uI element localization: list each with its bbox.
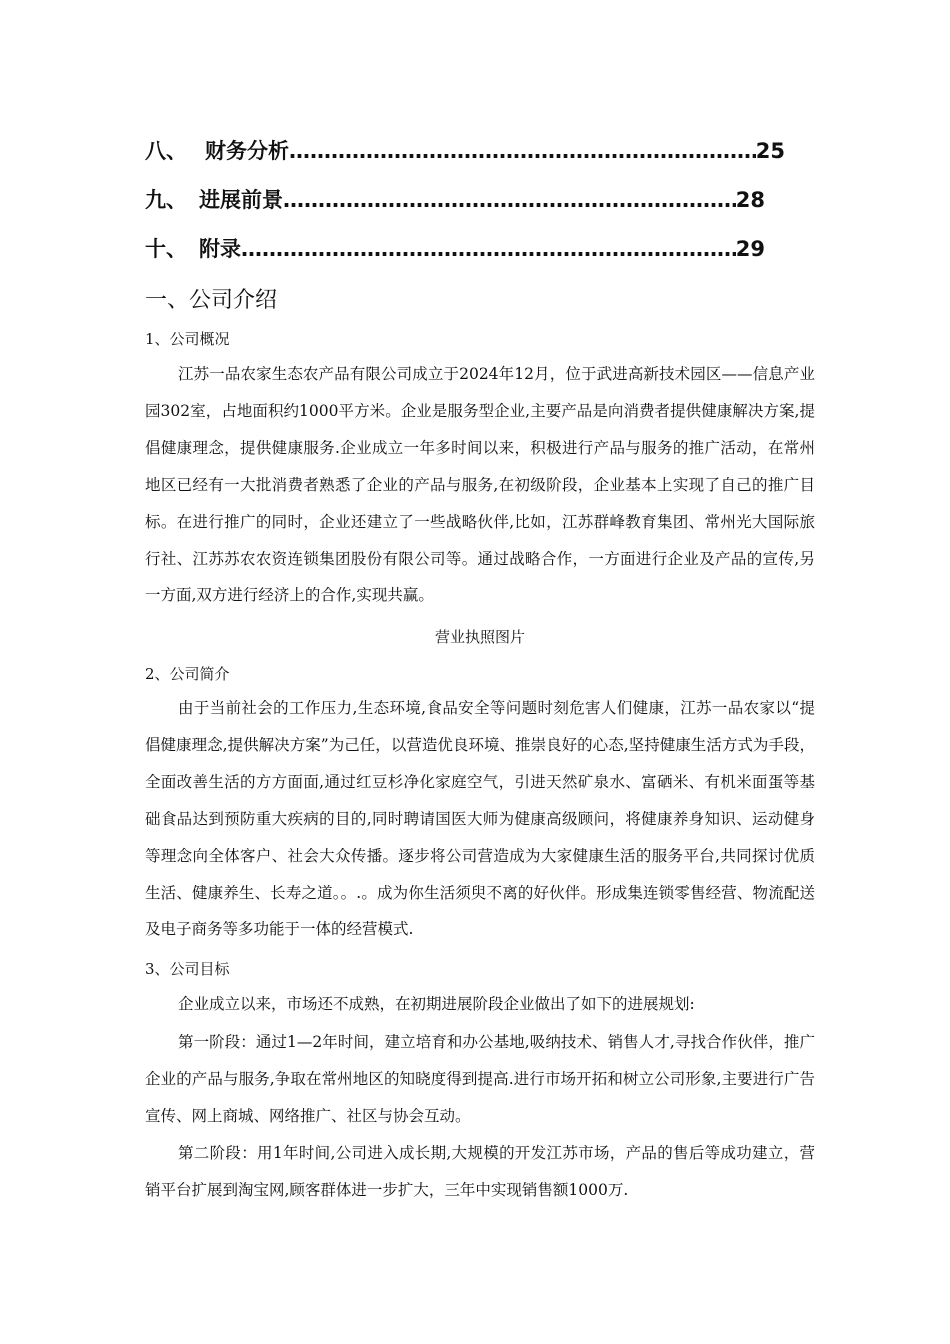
toc-leader <box>283 185 736 215</box>
subsection-heading: 2、公司简介 <box>145 665 230 683</box>
toc-title: 进展前景 <box>199 188 283 212</box>
paragraph: 第一阶段：通过1—2年时间，建立培育和办公基地,吸纳技术、销售人才,寻找合作伙伴，推广企业的产品与服务,争取在常州地区的知晓度得到提高.进行市场开拓和树立公司形象,主要进行广告宣传、网上商城、网络推广、社区与协会互动。 <box>145 1033 815 1125</box>
toc-page-number: 28 <box>735 188 765 212</box>
section-title: 一、公司介绍 <box>145 288 278 313</box>
toc-title: 附录 <box>199 237 241 261</box>
toc-number: 八、 <box>145 139 187 163</box>
paragraph: 江苏一品农家生态农产品有限公司成立于2024年12月，位于武进高新技术园区——信息产业园302室，占地面积约1000平方米。企业是服务型企业,主要产品是向消费者提供健康解决方案,提倡健康理念，提供健康服务.企业成立一年多时间以来，积极进行产品与服务的推广活动，在常州地区已经有一大批消费者熟悉了企业的产品与服务,在初级阶段，企业基本上实现了自己的推广目标。在进行推广的同时，企业还建立了一些战略伙伴,比如，江苏群峰教育集团、常州光大国际旅行社、江苏苏农农资连锁集团股份有限公司等。通过战略合作，一方面进行企业及产品的宣传,另一方面,双方进行经济上的合作,实现共赢。 <box>145 365 815 605</box>
toc-entry[interactable] <box>145 136 785 166</box>
toc-entry[interactable] <box>145 185 765 215</box>
subsection-heading: 3、公司目标 <box>145 960 230 978</box>
toc-title: 财务分析 <box>205 139 289 163</box>
toc-leader <box>241 234 736 264</box>
toc-number: 九、 <box>145 188 187 212</box>
paragraph: 由于当前社会的工作压力,生态环境,食品安全等问题时刻危害人们健康，江苏一品农家以“提倡健康理念,提供解决方案”为己任，以营造优良环境、推崇良好的心态,坚持健康生活方式为手段，全面改善生活的方方面面,通过红豆杉净化家庭空气，引进天然矿泉水、富硒米、有机米面蛋等基础食品达到预防重大疾病的目的,同时聘请国医大师为健康高级顾问，将健康养身知识、运动健身等理念向全体客户、社会大众传播。逐步将公司营造成为大家健康生活的服务平台,共同探讨优质生活、健康养生、长寿之道。。.。成为你生活须臾不离的好伙伴。形成集连锁零售经营、物流配送及电子商务等多功能于一体的经营模式. <box>145 699 815 939</box>
toc-number: 十、 <box>145 237 187 261</box>
paragraph: 企业成立以来，市场还不成熟，在初期进展阶段企业做出了如下的进展规划: <box>178 995 695 1013</box>
subsection-heading: 1、公司概况 <box>145 330 230 348</box>
paragraph: 第二阶段：用1年时间,公司进入成长期,大规模的开发江苏市场，产品的售后等成功建立，营销平台扩展到淘宝网,顾客群体进一步扩大，三年中实现销售额1000万. <box>145 1144 815 1199</box>
toc-entry[interactable] <box>145 234 765 264</box>
toc-page-number: 29 <box>735 237 765 261</box>
toc-leader <box>289 136 756 166</box>
image-caption: 营业执照图片 <box>434 628 525 646</box>
toc-page-number: 25 <box>755 139 785 163</box>
